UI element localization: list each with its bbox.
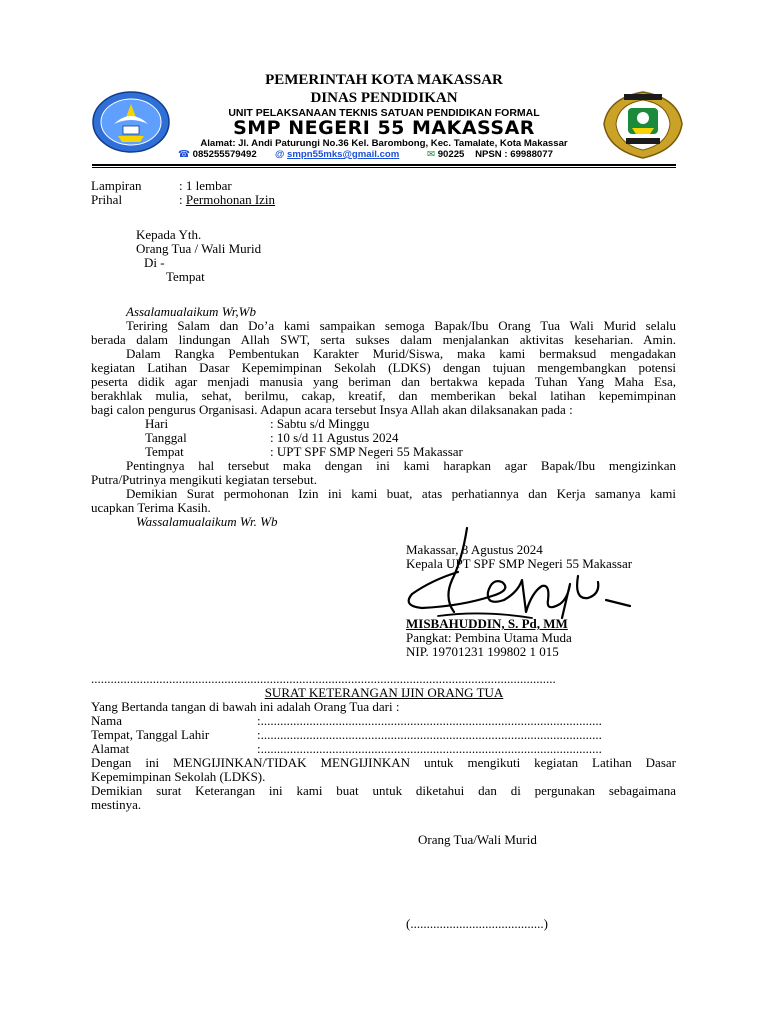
gov-name: PEMERINTAH KOTA MAKASSAR <box>265 72 503 88</box>
department-name: DINAS PENDIDIKAN <box>310 90 458 106</box>
prihal-label: Prihal <box>91 192 123 207</box>
signatory-position: Kepala UPT SPF SMP Negeri 55 Makassar <box>406 556 633 571</box>
letterhead-rule-thin <box>92 167 676 168</box>
school-name: SMP NEGERI 55 MAKASSAR <box>233 117 535 139</box>
alamat-field[interactable]: :......................................................................................................... <box>257 742 602 756</box>
prihal-colon: : <box>179 192 183 207</box>
tempat-label: Tempat <box>145 444 184 459</box>
email-line <box>275 149 399 160</box>
parent-signature-field[interactable]: (.........................................) <box>406 916 548 931</box>
p3-line-1: Pentingnya hal tersebut maka dengan ini kami harapkan agar Bapak/Ibu mengizinkan <box>126 458 676 473</box>
p1-line-1: Teriring Salam dan Do’a kami sampaikan semoga Bapak/Ibu Orang Tua Wali Murid selalu <box>126 318 676 333</box>
p4-line-2: ucapkan Terima Kasih. <box>91 500 211 515</box>
consent-title: SURAT KETERANGAN IJIN ORANG TUA <box>264 685 504 700</box>
cut-line: ............................................................................................................................................... <box>91 672 556 686</box>
consent-closing-2: mestinya. <box>91 797 142 812</box>
consent-statement-1: Dengan ini MENGIJINKAN/TIDAK MENGIJINKAN untuk mengikuti kegiatan Latihan Dasar <box>91 755 676 770</box>
p2-line-4: berakhlak mulia, sehat, berilmu, cakap, kreatif, dan memberikan bekal latihan kepemimpinan <box>91 388 676 403</box>
p2-line-3: peserta didik agar menjadi manusia yang beriman dan bertakwa kepada Tuhan Yang Maha Esa, <box>91 374 676 389</box>
parent-label: Orang Tua/Wali Murid <box>418 832 537 847</box>
prihal-value-line <box>179 193 275 208</box>
ttl-label: Tempat, Tanggal Lahir <box>91 727 210 742</box>
p3-line-2: Putra/Putrinya mengikuti kegiatan tersebut. <box>91 472 318 487</box>
at-icon: @ <box>275 149 285 160</box>
ttl-field[interactable]: :......................................................................................................... <box>257 728 602 742</box>
recipient-line-1: Kepada Yth. <box>136 227 202 242</box>
p2-line-1: Dalam Rangka Pembentukan Karakter Murid/Siswa, maka kami bermaksud mengadakan <box>126 346 676 361</box>
nama-field[interactable]: :......................................................................................................... <box>257 714 602 728</box>
school-address: Alamat: Jl. Andi Paturungi No.36 Kel. Barombong, Kec. Tamalate, Kota Makassar <box>200 138 568 149</box>
lampiran-value: : 1 lembar <box>179 178 232 193</box>
recipient-line-2: Orang Tua / Wali Murid <box>136 241 262 256</box>
unit-name: UNIT PELAKSANAAN TEKNIS SATUAN PENDIDIKAN FORMAL <box>228 107 540 119</box>
signatory-nip: NIP. 19701231 199802 1 015 <box>406 644 559 659</box>
phone-line <box>178 149 257 160</box>
p4-line-1: Demikian Surat permohonan Izin ini kami buat, atas perhatiannya dan Kerja samanya kami <box>126 486 676 501</box>
tanggal-label: Tanggal <box>145 430 187 445</box>
consent-closing-1: Demikian surat Keterangan ini kami buat untuk diketahui dan di pergunakan sebagaimana <box>91 783 676 798</box>
prihal-value: Permohonan Izin <box>185 192 276 207</box>
p2-line-2: kegiatan Latihan Dasar Kepemimpinan Sekolah (LDKS) dengan tujuan mengembangkan potensi <box>91 360 676 375</box>
p1-line-2: berada dalam lindungan Allah SWT, serta sukses dalam menjalankan aktivitas keseharian. Amin. <box>91 332 676 347</box>
alamat-label: Alamat <box>91 741 130 756</box>
postal-icon: ✉ <box>427 149 436 160</box>
phone-icon: ☎ <box>178 149 190 160</box>
hari-value: : Sabtu s/d Minggu <box>270 416 370 431</box>
tanggal-value: : 10 s/d 11 Agustus 2024 <box>270 430 399 445</box>
tempat-value: : UPT SPF SMP Negeri 55 Makassar <box>270 444 463 459</box>
email-link[interactable]: smpn55mks@gmail.com <box>287 149 400 160</box>
consent-intro: Yang Bertanda tangan di bawah ini adalah Orang Tua dari : <box>91 699 400 714</box>
signatory-rank: Pangkat: Pembina Utama Muda <box>406 630 572 645</box>
letterhead-rule-thick <box>92 164 676 166</box>
recipient-line-3: Di - <box>144 255 165 270</box>
p2-line-5: bagi calon pengurus Organisasi. Adapun acara tersebut Insya Allah akan dilaksanakan pada : <box>91 402 573 417</box>
greeting: Assalamualaikum Wr,Wb <box>126 304 256 319</box>
postal-code: 90225 <box>437 149 465 160</box>
signatory-name: MISBAHUDDIN, S. Pd, MM <box>406 616 568 631</box>
closing-salutation: Wassalamualaikum Wr. Wb <box>136 514 278 529</box>
phone-number: 085255579492 <box>192 149 257 160</box>
recipient-line-4: Tempat <box>166 269 205 284</box>
place-date: Makassar, 8 Agustus 2024 <box>406 542 543 557</box>
nama-label: Nama <box>91 713 123 728</box>
postal-line <box>427 149 553 160</box>
hari-label: Hari <box>145 416 169 431</box>
npsn-code: NPSN : 69988077 <box>475 149 553 160</box>
lampiran-label: Lampiran <box>91 178 142 193</box>
consent-statement-2: Kepemimpinan Sekolah (LDKS). <box>91 769 266 784</box>
